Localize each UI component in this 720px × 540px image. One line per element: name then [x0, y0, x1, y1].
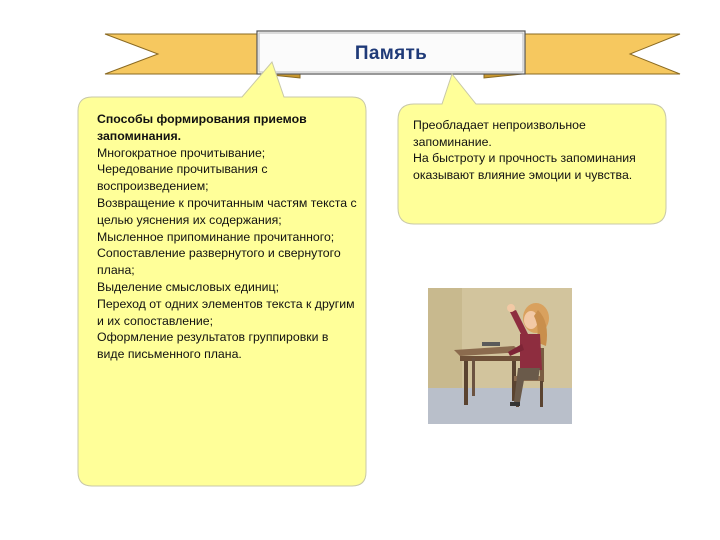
girl-shoe — [510, 402, 520, 406]
list-item: Чередование прочитывания с воспроизведением; — [97, 162, 268, 194]
right-callout-text — [413, 117, 658, 183]
left-callout-text — [97, 111, 359, 363]
desk-leg — [472, 358, 475, 396]
chair-leg — [540, 381, 543, 407]
scene-floor — [428, 388, 572, 424]
classroom-illustration — [428, 288, 572, 424]
left-callout-heading: Способы формирования приемов запоминания. — [97, 112, 307, 143]
list-item: Многократное прочитывание; — [97, 145, 266, 160]
list-item: Переход от одних элементов текста к другим и их сопоставление; — [97, 296, 355, 328]
right-callout-line: Преобладает непроизвольное запоминание. — [413, 118, 586, 149]
list-item: Сопоставление развернутого и свернутого плана; — [97, 246, 341, 278]
girl-torso — [520, 334, 542, 370]
list-item: Выделение смысловых единиц; — [97, 279, 279, 294]
desk-leg — [464, 361, 468, 405]
desk-front — [460, 356, 520, 361]
list-item: Оформление результатов группировки в виде письменного плана. — [97, 330, 329, 362]
girl-hand — [507, 304, 515, 312]
book — [482, 342, 500, 346]
list-item: Мысленное припоминание прочитанного; — [97, 229, 335, 244]
list-item: Возвращение к прочитанным частям текста с целью уяснения их содержания; — [97, 195, 357, 227]
page-title: Память — [354, 43, 428, 64]
right-callout-line: На быстроту и прочность запоминания оказывают влияние эмоции и чувства. — [413, 151, 636, 182]
